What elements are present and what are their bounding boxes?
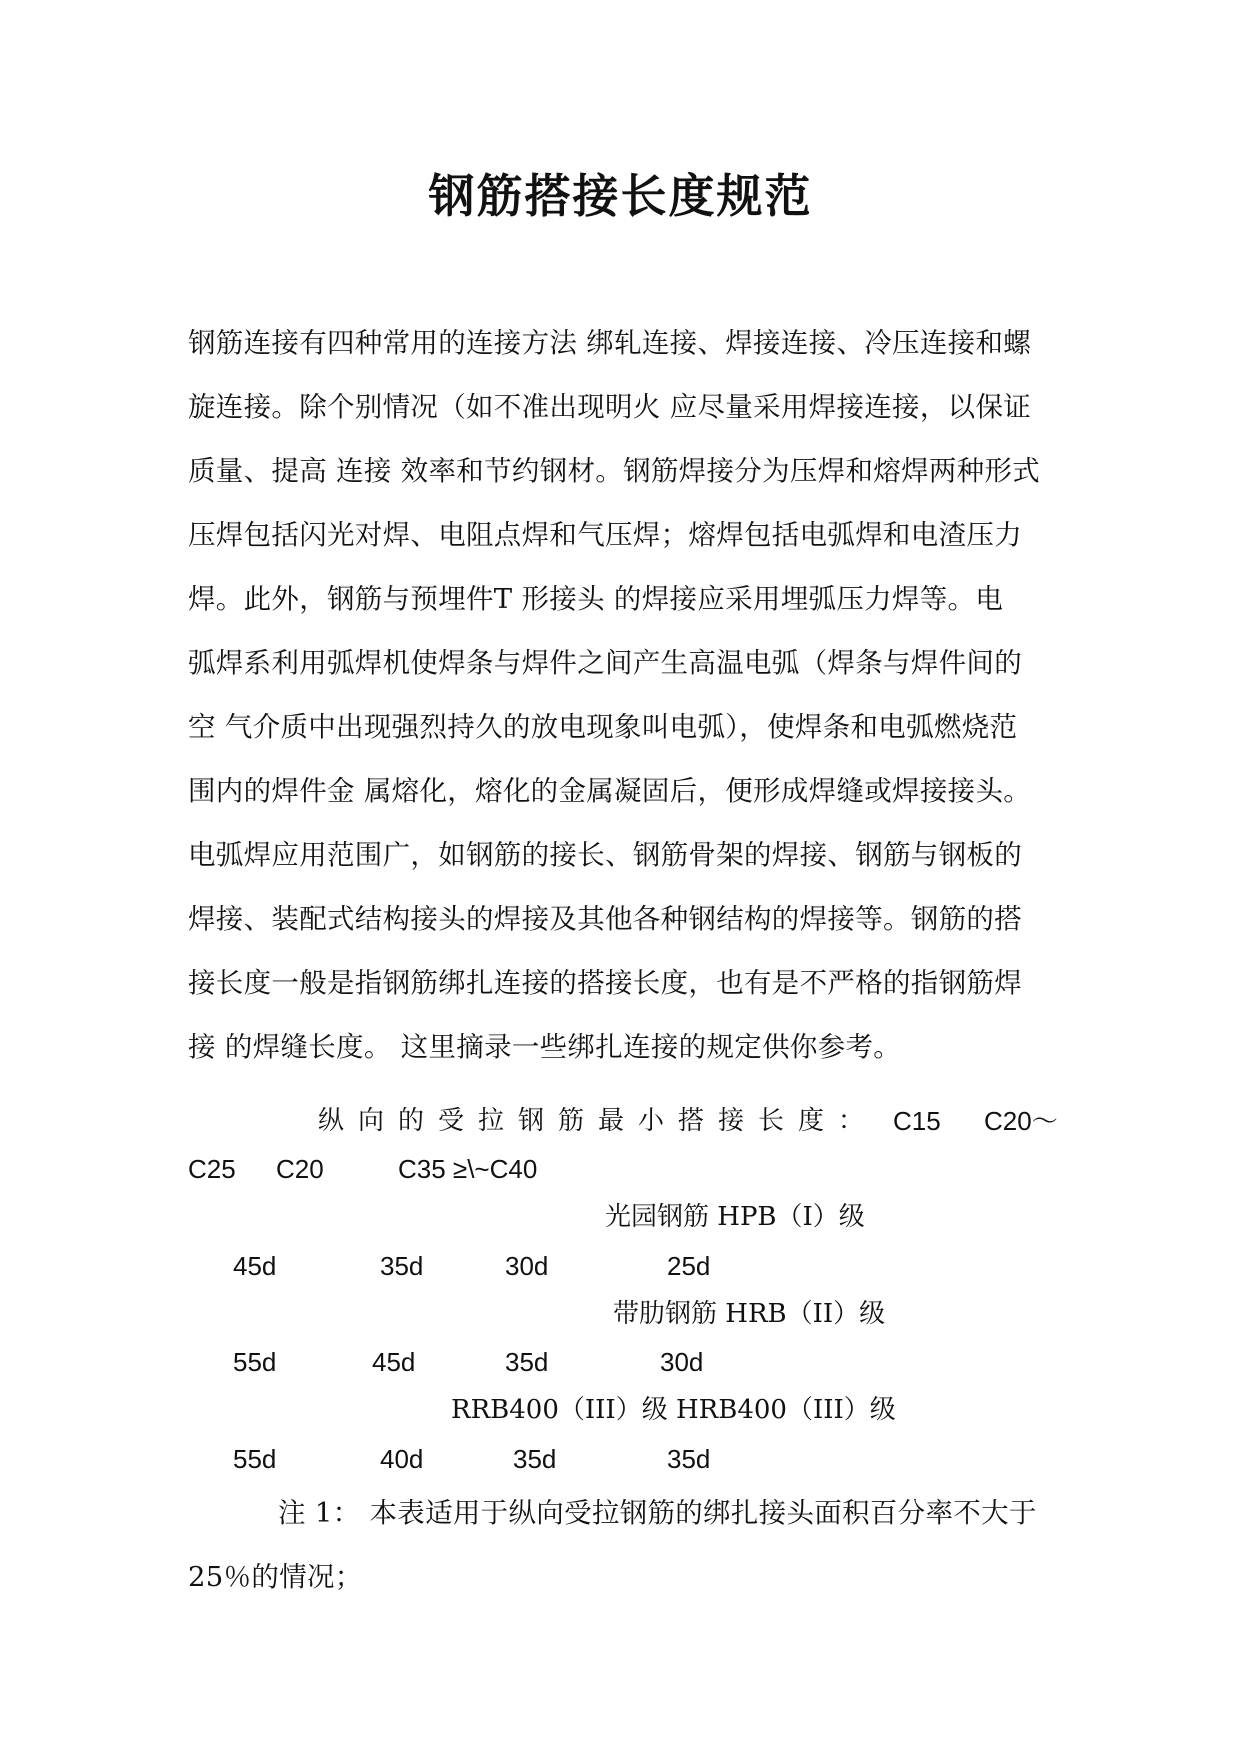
- table-cell: 35d: [513, 1444, 557, 1474]
- table-cell: 25d: [667, 1251, 711, 1281]
- table-cell: 35d: [667, 1444, 711, 1474]
- paragraph-line: 压焊包括闪光对焊、电阻点焊和气压焊；熔焊包括电弧焊和电渣压力: [188, 519, 1022, 551]
- document-title: 钢筋搭接长度规范: [428, 169, 813, 223]
- paragraph-line: 焊。此外，钢筋与预埋件T 形接头 的焊接应采用埋弧压力焊等。电: [188, 583, 1004, 615]
- table-cell: 30d: [505, 1251, 549, 1281]
- paragraph-line: 质量、提高 连接 效率和节约钢材。钢筋焊接分为压焊和熔焊两种形式: [188, 455, 1041, 487]
- paragraph-line: 钢筋连接有四种常用的连接方法 绑轧连接、焊接连接、冷压连接和螺: [188, 327, 1032, 359]
- table-col-header: C20～: [984, 1106, 1058, 1136]
- paragraph-line: 空 气介质中出现强烈持久的放电现象叫电弧），使焊条和电弧燃烧范: [188, 711, 1018, 743]
- table-row-label: RRB400（III）级 HRB400（III）级: [451, 1395, 896, 1425]
- paragraph-line: 旋连接。除个别情况（如不准出现明火 应尽量采用焊接连接，以保证: [188, 391, 1032, 423]
- table-row-label: 光园钢筋 HPB（I）级: [605, 1202, 865, 1232]
- table-col-header: C35 ≥\~C40: [398, 1154, 538, 1184]
- paragraph-line: 接 的焊缝长度。 这里摘录一些绑扎连接的规定供你参考。: [188, 1031, 902, 1063]
- table-col-header: C15: [893, 1106, 941, 1136]
- table-cell: 45d: [372, 1347, 416, 1377]
- table-cell: 55d: [233, 1347, 277, 1377]
- table-col-header: C20: [276, 1154, 324, 1184]
- note-line: 注 1： 本表适用于纵向受拉钢筋的绑扎接头面积百分率不大于: [278, 1497, 1037, 1529]
- table-cell: 55d: [233, 1444, 277, 1474]
- table-cell: 40d: [380, 1444, 424, 1474]
- table-row-label: 带肋钢筋 HRB（II）级: [613, 1299, 886, 1329]
- table-cell: 35d: [380, 1251, 424, 1281]
- table-heading: 纵向的受拉钢筋最小搭接长度：: [318, 1106, 879, 1136]
- note-line: 25％的情况；: [188, 1561, 363, 1593]
- table-cell: 30d: [660, 1347, 704, 1377]
- table-cell: 45d: [233, 1251, 277, 1281]
- paragraph-line: 弧焊系利用弧焊机使焊条与焊件之间产生高温电弧（焊条与焊件间的: [188, 647, 1022, 679]
- paragraph-line: 电弧焊应用范围广，如钢筋的接长、钢筋骨架的焊接、钢筋与钢板的: [188, 839, 1022, 871]
- table-col-header: C25: [188, 1154, 236, 1184]
- paragraph-line: 围内的焊件金 属熔化，熔化的金属凝固后，便形成焊缝或焊接接头。: [188, 775, 1032, 807]
- table-cell: 35d: [505, 1347, 549, 1377]
- paragraph-line: 接长度一般是指钢筋绑扎连接的搭接长度，也有是不严格的指钢筋焊: [188, 967, 1022, 999]
- paragraph-line: 焊接、装配式结构接头的焊接及其他各种钢结构的焊接等。钢筋的搭: [188, 903, 1022, 935]
